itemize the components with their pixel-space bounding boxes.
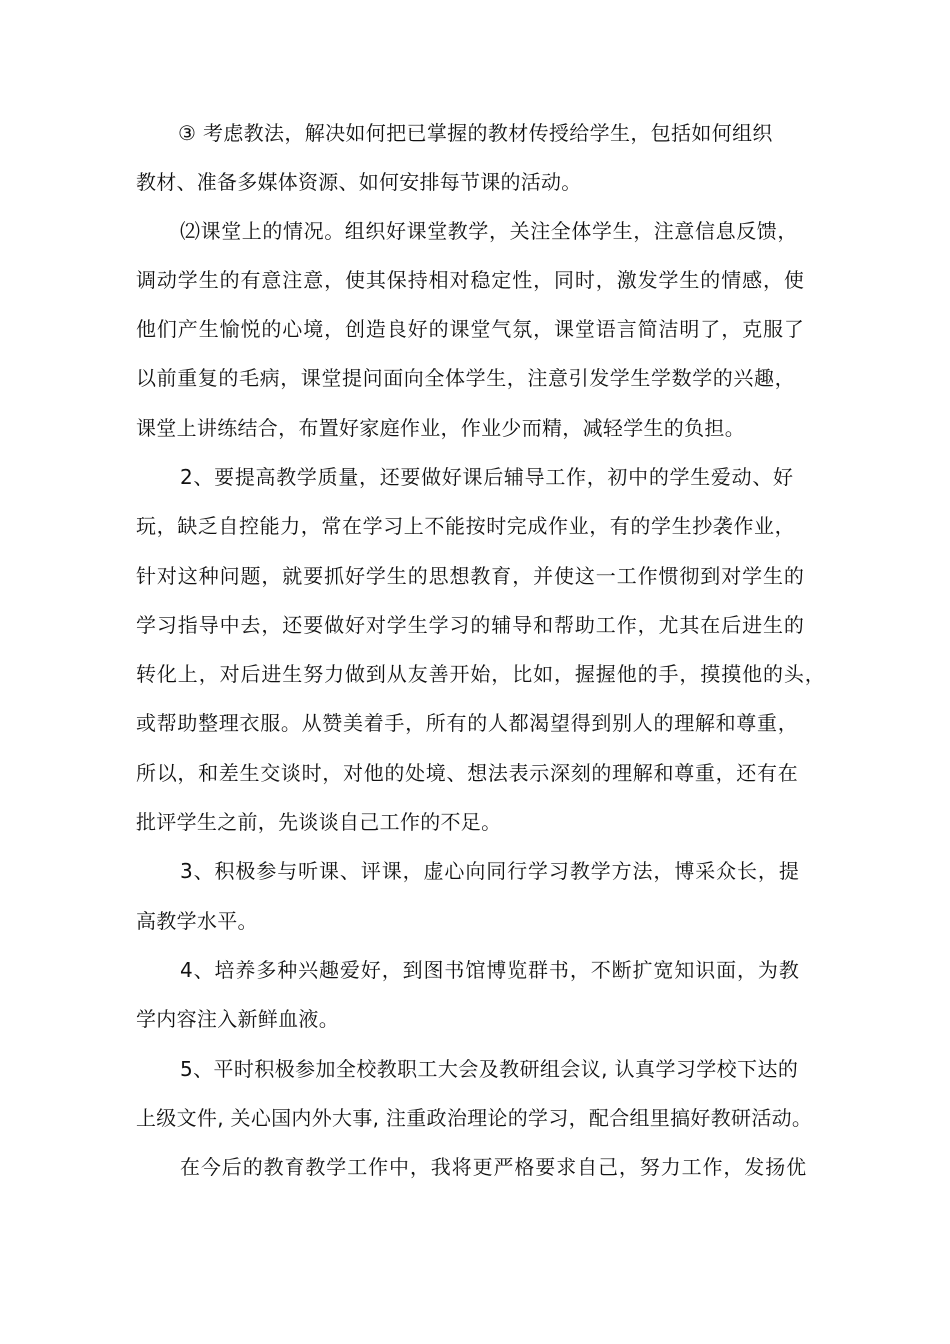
- text-line: 教材、准备多媒体资源、如何安排每节课的活动。: [136, 170, 582, 194]
- text-line: 或帮助整理衣服。从赞美着手，所有的人都渴望得到别人的理解和尊重，: [136, 711, 799, 735]
- text-line: 调动学生的有意注意，使其保持相对稳定性，同时，激发学生的情感，使: [136, 268, 805, 292]
- text-line: ③ 考虑教法，解决如何把已掌握的教材传授给学生，包括如何组织: [178, 121, 773, 145]
- text-line: 以前重复的毛病，课堂提问面向全体学生，注意引发学生学数学的兴趣，: [136, 366, 796, 390]
- text-line: 4、培养多种兴趣爱好，到图书馆博览群书，不断扩宽知识面，为教: [180, 958, 800, 982]
- text-line: 针对这种问题，就要抓好学生的思想教育，并使这一工作惯彻到对学生的: [136, 564, 805, 588]
- text-line: 2、要提高教学质量，还要做好课后辅导工作，初中的学生爱动、好: [180, 465, 794, 489]
- text-line: 高教学水平。: [136, 909, 258, 933]
- text-line: 在今后的教育教学工作中，我将更严格要求自己，努力工作，发扬优: [180, 1155, 807, 1179]
- text-line: 学内容注入新鲜血液。: [136, 1007, 339, 1031]
- text-line: 转化上，对后进生努力做到从友善开始，比如，握握他的手，摸摸他的头，: [136, 662, 826, 686]
- text-line: 学习指导中去，还要做好对学生学习的辅导和帮助工作，尤其在后进生的: [136, 613, 805, 637]
- text-line: 所以，和差生交谈时，对他的处境、想法表示深刻的理解和尊重，还有在: [136, 761, 799, 785]
- text-line: 玩，缺乏自控能力，常在学习上不能按时完成作业，有的学生抄袭作业，: [136, 514, 796, 538]
- text-line: ⑵课堂上的情况。组织好课堂教学，关注全体学生，注意信息反馈，: [180, 219, 798, 243]
- text-line: 课堂上讲练结合，布置好家庭作业，作业少而精，减轻学生的负担。: [136, 416, 745, 440]
- text-line: 3、积极参与听课、评课，虚心向同行学习教学方法，博采众长，提: [180, 859, 800, 883]
- text-line: 5、平时积极参加全校教职工大会及教研组会议, 认真学习学校下达的: [180, 1057, 799, 1081]
- text-line: 他们产生愉悦的心境，创造良好的课堂气氛，课堂语言简洁明了，克服了: [136, 317, 805, 341]
- text-line: 批评学生之前，先谈谈自己工作的不足。: [136, 810, 502, 834]
- text-line: 上级文件, 关心国内外大事, 注重政治理论的学习，配合组里搞好教研活动。: [136, 1106, 813, 1130]
